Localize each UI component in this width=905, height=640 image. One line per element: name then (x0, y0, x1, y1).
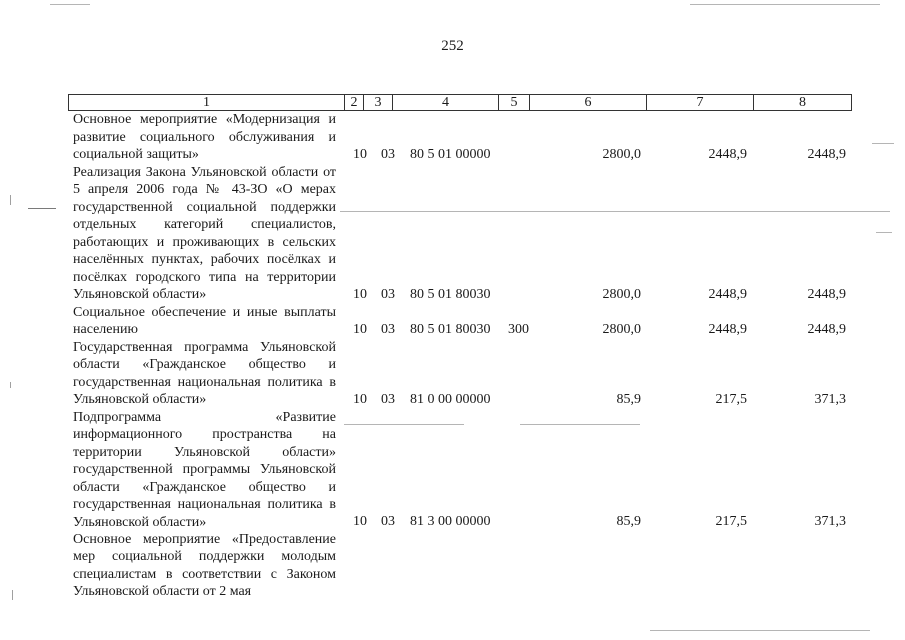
row-value-6: 85,9 (616, 514, 641, 529)
scan-mark (10, 382, 11, 388)
row-description: Основное мероприятие «Модернизация и развитие социального обслуживания и социальной защиты» (73, 112, 336, 162)
row-value-7: 217,5 (715, 392, 747, 407)
header-col-6: 6 (530, 95, 647, 110)
row-value-6: 85,9 (616, 392, 641, 407)
header-col-7: 7 (647, 95, 754, 110)
header-col-1: 1 (69, 95, 345, 110)
page-number: 252 (441, 38, 464, 54)
row-vr: 300 (508, 322, 529, 337)
row-value-8: 2448,9 (807, 147, 846, 162)
row-value-8: 2448,9 (807, 287, 846, 302)
scan-mark (690, 4, 880, 5)
row-rz: 10 (353, 392, 367, 407)
row-value-7: 217,5 (715, 514, 747, 529)
row-description: Подпрограмма «Развитие информационного пространства на территории Ульяновской области» государственной программы Ульяновской области «Гражданское общество и государственная национальная политика в Ульяновской области» (73, 409, 336, 530)
header-col-8: 8 (799, 95, 806, 110)
row-pr: 03 (381, 514, 395, 529)
row-value-8: 371,3 (814, 392, 846, 407)
header-col-5: 5 (499, 95, 530, 110)
scan-mark (50, 4, 90, 5)
row-value-7: 2448,9 (708, 322, 747, 337)
table-header (68, 94, 852, 111)
header-col-4: 4 (393, 95, 499, 110)
row-value-7: 2448,9 (708, 147, 747, 162)
row-csr: 80 5 01 80030 (410, 287, 491, 302)
row-description: Социальное обеспечение и иные выплаты населению (73, 304, 336, 337)
row-rz: 10 (353, 287, 367, 302)
row-value-8: 2448,9 (807, 322, 846, 337)
row-description: Основное мероприятие «Предоставление мер социальной поддержки молодым специалистам в соответствии с Законом Ульяновской области от 2 мая (73, 531, 336, 599)
scan-mark (12, 590, 13, 600)
scan-mark (344, 424, 464, 425)
row-description: Государственная программа Ульяновской области «Гражданское общество и государственная национальная политика в Ульяновской области» (73, 339, 336, 407)
row-value-6: 2800,0 (602, 322, 641, 337)
row-value-6: 2800,0 (602, 147, 641, 162)
row-pr: 03 (381, 287, 395, 302)
scan-mark (28, 208, 56, 209)
header-col-2: 2 (345, 95, 364, 110)
scan-mark (872, 143, 894, 144)
row-pr: 03 (381, 322, 395, 337)
row-csr: 80 5 01 80030 (410, 322, 491, 337)
row-rz: 10 (353, 322, 367, 337)
row-value-6: 2800,0 (602, 287, 641, 302)
row-csr: 81 3 00 00000 (410, 514, 491, 529)
scan-mark (10, 195, 11, 205)
scan-mark (340, 211, 890, 212)
row-pr: 03 (381, 147, 395, 162)
scan-mark (520, 424, 640, 425)
row-description: Реализация Закона Ульяновской области от 5 апреля 2006 года № 43-ЗО «О мерах государственной социальной поддержки отдельных категорий специалистов, работающих и проживающих в сельских населённых пунктах, рабочих посёлках и посёлках городского типа на территории Ульяновской области» (73, 164, 336, 302)
scan-mark (876, 232, 892, 233)
row-csr: 80 5 01 00000 (410, 147, 491, 162)
row-rz: 10 (353, 147, 367, 162)
row-rz: 10 (353, 514, 367, 529)
row-csr: 81 0 00 00000 (410, 392, 491, 407)
header-col-3: 3 (364, 95, 393, 110)
row-pr: 03 (381, 392, 395, 407)
scan-mark (650, 630, 870, 631)
row-value-7: 2448,9 (708, 287, 747, 302)
row-value-8: 371,3 (814, 514, 846, 529)
